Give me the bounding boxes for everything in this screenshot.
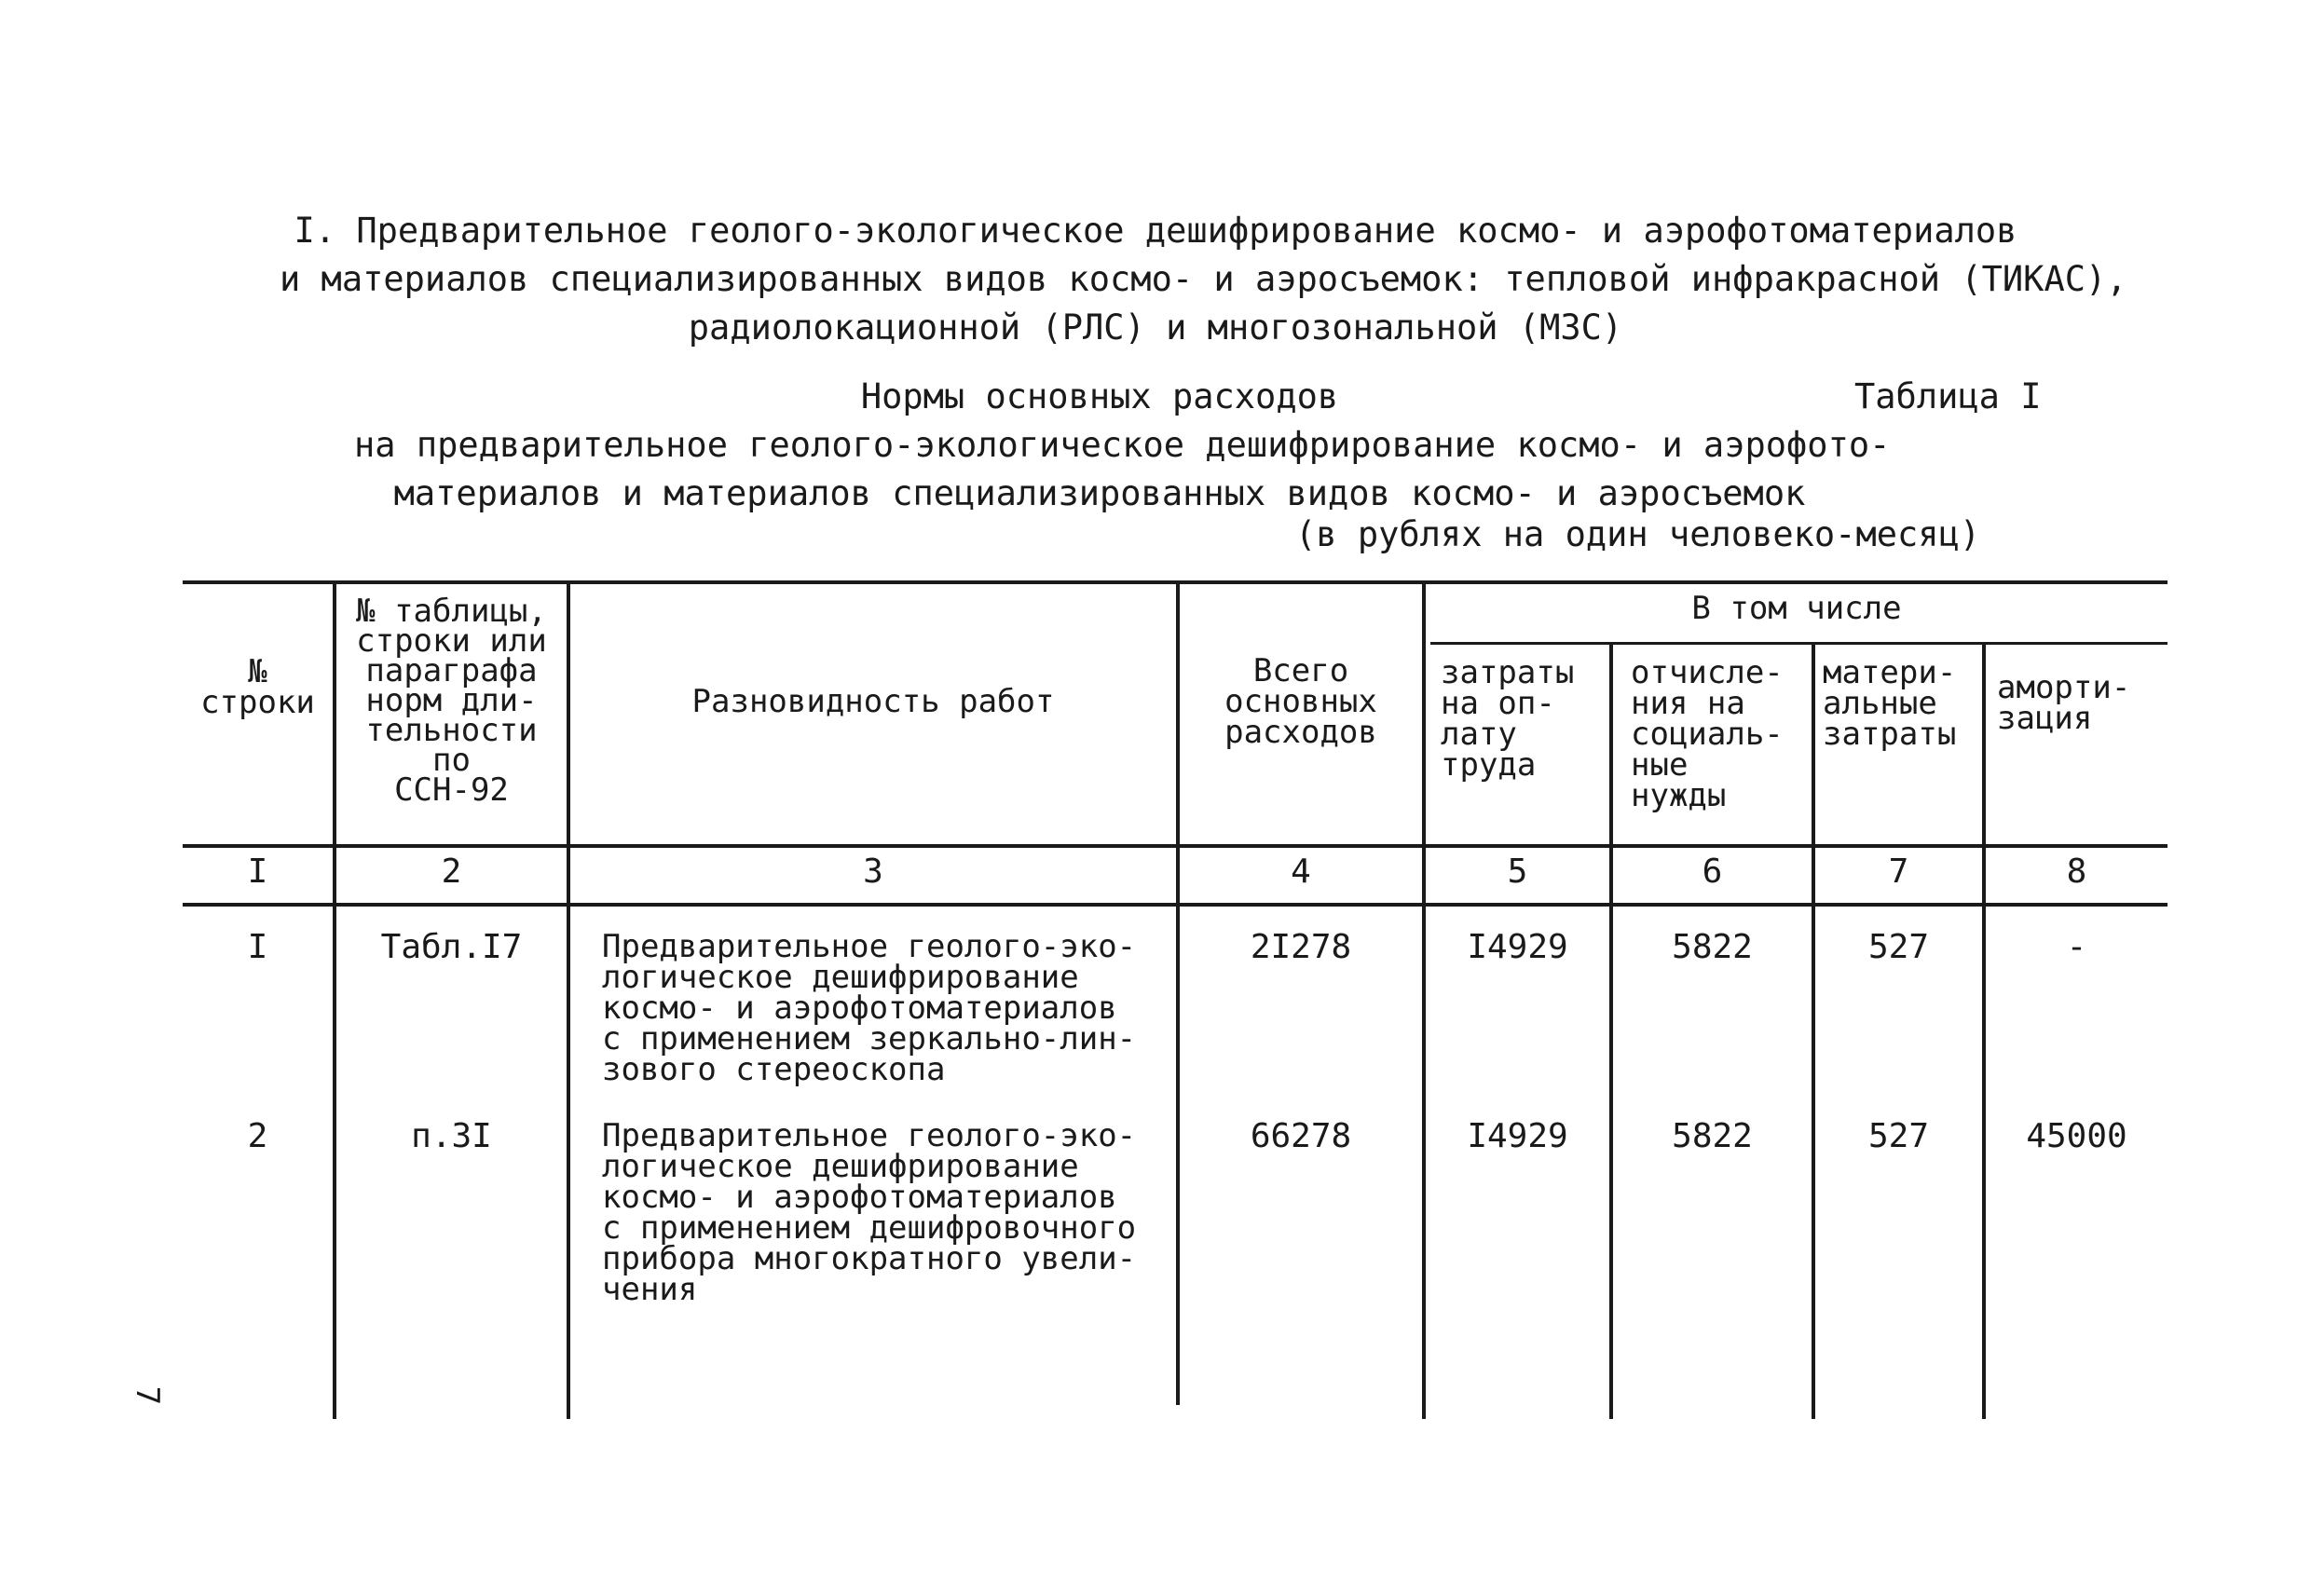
column-number: 4 [1291,853,1311,891]
column-number: 5 [1507,853,1528,891]
row-work-type: Предварительное геолого-эко- логическое дешифрирование космо- и аэрофотоматериалов с применением дешифровочного прибора многократного увели- чения [602,1117,1137,1308]
units-note: (в рублях на один человеко-месяц) [1295,514,1981,554]
header-labor: затраты на оп- лату труда [1441,654,1575,784]
row-number: I [247,928,268,966]
including-rule [1430,642,2167,645]
title-line: радиолокационной (РЛС) и многозональной (МЗС) [688,307,1623,348]
section-title [280,207,2127,352]
row-work-type: Предварительное геолого-эко- логическое дешифрирование космо- и аэрофотоматериалов с применением зеркально-лин- зового стереоскопа [602,928,1137,1088]
column-number: 2 [441,853,462,891]
header-bottom-rule [183,844,2167,848]
header-social: отчисле- ния на социаль- ные нужды [1631,654,1784,814]
header-ref: № таблицы, строки или параграфа норм дли- тельности по ССН-92 [356,593,547,809]
row-ref: п.3I [411,1117,492,1155]
row-total: 66278 [1250,1117,1352,1155]
column-number: 6 [1702,853,1723,891]
row-social: 5822 [1672,928,1753,966]
table-label: Таблица I [1854,376,2042,416]
col-divider [1982,642,1986,1419]
row-materials: 527 [1867,1117,1930,1155]
header-row-no: № строки [200,653,315,721]
row-amortization: 45000 [2026,1117,2127,1155]
row-ref: Табл.I7 [380,928,523,966]
page-number: 7 [129,1385,167,1406]
row-total: 2I278 [1250,928,1352,966]
heading-line: материалов и материалов специализированных видов космо- и аэросъемок [393,473,1806,513]
column-number: 8 [2066,853,2087,891]
row-materials: 527 [1867,928,1930,966]
column-number: 3 [863,853,883,891]
row-number: 2 [247,1117,268,1155]
table-top-rule [183,580,2167,584]
col-divider [1609,642,1613,1419]
row-social: 5822 [1672,1117,1753,1155]
title-line: I. Предварительное геолого-экологическое дешифрирование космо- и аэрофотоматериалов [294,211,2017,251]
title-line: и материалов специализированных видов космо- и аэросъемок: тепловой инфракрасной (ТИКАС), [280,259,2127,299]
row-labor: I4929 [1467,1117,1568,1155]
heading-line: на предварительное геолого-экологическое дешифрирование космо- и аэрофото- [354,425,1891,465]
header-amortization: аморти- зация [1997,669,2131,737]
row-labor: I4929 [1467,928,1568,966]
column-number: 7 [1888,853,1909,891]
header-total: Всего основных расходов [1224,652,1377,751]
row-amortization: - [2066,928,2087,966]
heading-line: Нормы основных расходов [860,376,1339,416]
col-divider [1422,580,1426,1419]
header-including: В том числе [1691,590,1902,627]
column-number: I [247,853,268,891]
norms-heading [354,373,1891,518]
header-work-type: Разновидность работ [691,683,1055,720]
col-divider [1812,642,1815,1419]
numbers-bottom-rule [183,903,2167,907]
header-materials: матери- альные затраты [1823,654,1957,753]
